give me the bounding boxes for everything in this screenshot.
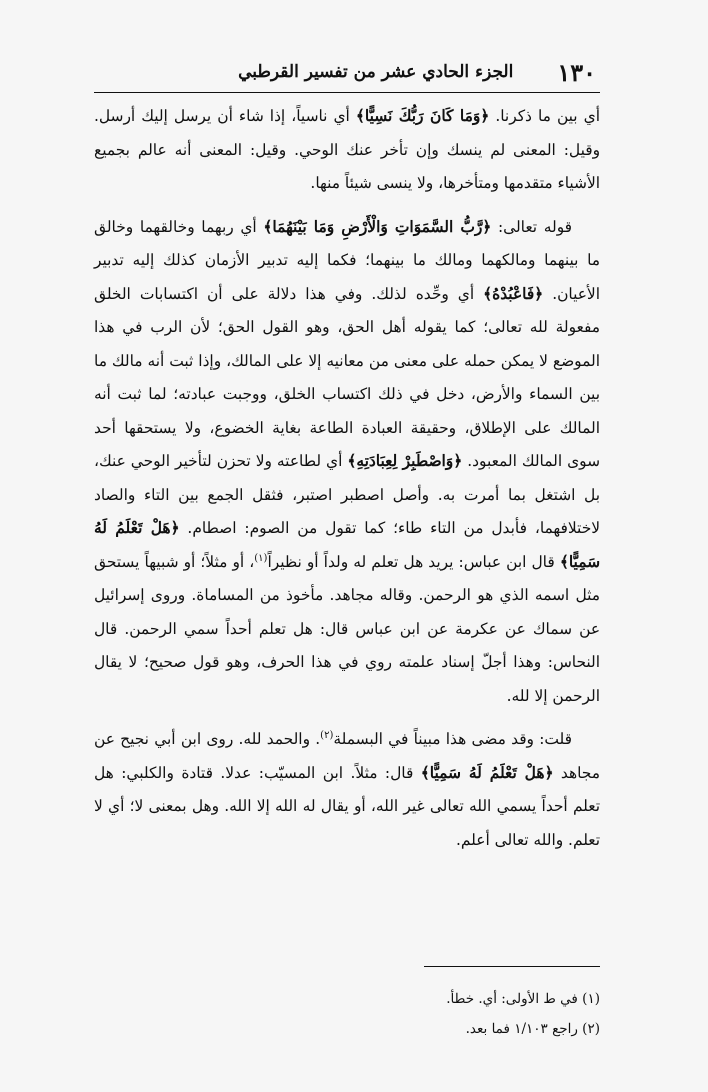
text-run: قلت: وقد مضى هذا مبيناً في البسملة xyxy=(333,730,572,748)
quran-verse: ﴿وَاصْطَبِرْ لِعِبَادَتِهِ﴾ xyxy=(347,452,463,470)
text-run: أي ناسياً، إذا شاء أن يرسل إليك أرسل. وقيل: المعنى لم ينسك وإن تأخر عنك الوحي. وقيل: المعنى أنه عالم بجميع الأشياء متقدمها ومتأخرها، ولا ينسى شيئاً منها. xyxy=(94,107,600,192)
text-run: . والحمد لله. روى ابن أبي نجيح عن مجاهد xyxy=(94,730,600,782)
text-run: قال: مثلاً. ابن المسيّب: عدلا. قتادة والكلبي: هل تعلم أحداً يسمي الله تعالى غير الله، أو يقال له الله إلا الله. وهل بمعنى لا؛ أي لا تعلم. والله تعالى أعلم. xyxy=(94,763,600,849)
footnote-ref: (٢) xyxy=(320,729,334,741)
text-run: أي وحِّده لذلك. وفي هذا دلالة على أن اكتسابات الخلق مفعولة لله تعالى؛ كما يقوله أهل الحق، وهو القول الحق؛ لأن الرب في هذا الموضع لا يمكن حمله على معنى من معانيه إلا على المالك، وإذا ثبت أنه مالك ما بين السماء والأرض، دخل في ذلك اكتساب الخلق، ووجبت عبادته؛ لما ثبت أنه المالك على الإطلاق، وحقيقة العبادة الطاعة بغاية الخضوع، ولا يستحقها أحد سوى المالك المعبود. xyxy=(94,284,600,470)
running-head: الجزء الحادي عشر من تفسير القرطبي xyxy=(238,62,514,82)
text-run: أي ربهما وخالقهما وخالق ما بينهما ومالكهما ومالك ما بينهما؛ فكما إليه تدبير الأزمان كذلك إليه تدبير الأعيان. xyxy=(94,217,600,303)
quran-verse: ﴿هَلْ تَعْلَمُ لَهُ سَمِيًّا﴾ xyxy=(420,763,554,782)
footnote-rule xyxy=(424,966,600,967)
page-header xyxy=(96,56,596,88)
quran-verse: ﴿فَاعْبُدْهُ﴾ xyxy=(483,284,544,303)
quran-verse: ﴿هَلْ تَعْلَمُ لَهُ سَمِيًّا﴾ xyxy=(94,519,600,571)
header-rule xyxy=(94,92,600,93)
text-run: ، أو مثلاً؛ أو شبيهاً يستحق مثل اسمه الذي هو الرحمن. وقاله مجاهد. مأخوذ من المساماة. وروى إسرائيل عن سماك عن عكرمة عن ابن عباس قال: هل تعلم أحداً سمي الرحمن. قال النحاس: وهذا أجلّ إسناد علمته روي في هذا الحرف، وهو قول صحيح؛ لا يقال الرحمن إلا لله. xyxy=(94,552,600,705)
text-run: قال ابن عباس: يريد هل تعلم له ولداً أو نظيراً xyxy=(267,552,560,571)
page-number: ١٣٠ xyxy=(557,57,596,87)
quran-verse: ﴿وَمَا كَانَ رَبُّكَ نَسِيًّا﴾ xyxy=(355,107,490,125)
paragraph-p2 xyxy=(94,211,600,714)
main-text xyxy=(94,100,600,857)
footnotes xyxy=(350,984,600,1044)
quran-verse: ﴿رَّبُّ السَّمَوَاتِ وَالْأَرْضِ وَمَا بَيْنَهُمَا﴾ xyxy=(263,217,492,236)
text-run: أي لطاعته ولا تحزن لتأخير الوحي عنك، بل اشتغل بما أمرت به. وأصل اصطبر اصتبر، فثقل الجمع بين التاء والصاد لاختلافهما، فأبدل من التاء طاء؛ كما تقول من الصوم: اصطام. xyxy=(94,452,600,537)
paragraph-p3 xyxy=(94,723,600,857)
text-run: قوله تعالى: xyxy=(491,217,572,236)
footnote-item: (١) في ط الأولى: أي. خطأ. xyxy=(446,991,600,1007)
text-run: أي بين ما ذكرنا. xyxy=(489,107,600,125)
footnote-ref: (١) xyxy=(254,552,268,564)
footnote-item: (٢) راجع ١/١٠٣ فما بعد. xyxy=(465,1021,600,1037)
paragraph-p1 xyxy=(94,100,600,201)
